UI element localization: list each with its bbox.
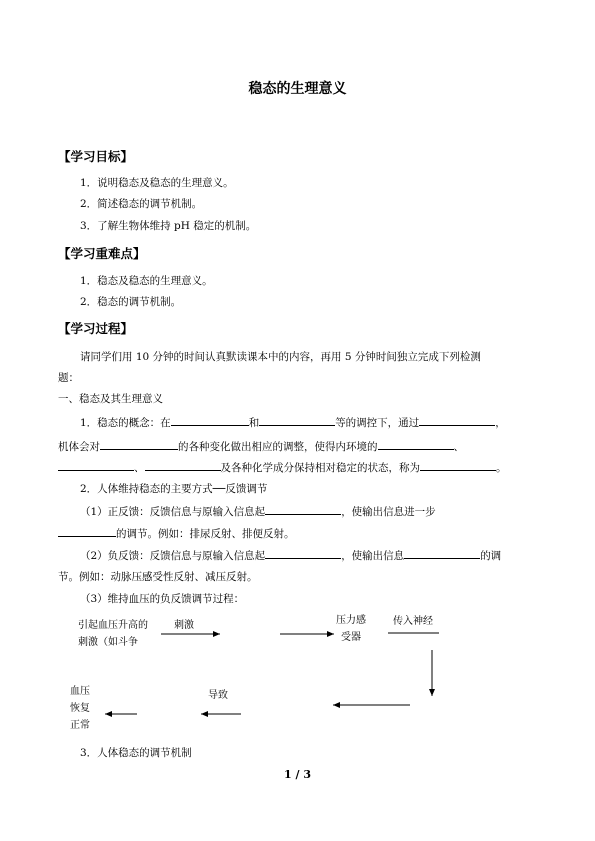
intro-line: 请同学们用 10 分钟的时间认真默读课本中的内容，再用 5 分钟时间独立完成下列检测 [80,351,481,363]
key-point-item: 1．稳态及稳态的生理意义。 [80,275,213,287]
page-title: 稳态的生理意义 [248,81,347,97]
leads-to-label: 导致 [208,690,228,701]
positive-feedback-line1: （1）正反馈：反馈信息与原输入信息起 ，使输出信息进一步 [80,503,436,519]
part1-title: 一、稳态及其生理意义 [58,393,163,405]
negative-feedback-line2: 节。例如：动脉压感受性反射、减压反射。 [58,571,258,583]
q1-line3: 、 及各种化学成分保持相对稳定的状态，称为 。 [58,459,507,475]
q2-title: 2．人体维持稳态的主要方式──反馈调节 [80,483,268,495]
afferent-nerve-label: 传入神经 [393,616,433,627]
result-text: 血压 恢复 正常 [70,686,90,731]
q3-title: 3．人体稳态的调节机制 [80,747,192,759]
key-points-heading: 【学习重难点】 [58,246,146,261]
key-point-item: 2．稳态的调节机制。 [80,296,182,308]
negative-feedback-line1: （2）负反馈：反馈信息与原输入信息起 ，使输出信息 的调 [80,547,501,563]
positive-feedback-line2: 的调节。例如：排尿反射、排便反射。 [58,525,295,541]
receptor-text: 压力感 受器 [336,615,366,643]
stimulus-text: 引起血压升高的 刺激（如斗争 [78,620,148,648]
goals-heading: 【学习目标】 [58,149,134,164]
goal-item: 1．说明稳态及稳态的生理意义。 [80,177,234,189]
stimulus-arrow-label: 刺激 [174,620,194,631]
bp-process-title: （3）维持血压的负反馈调节过程： [80,593,245,605]
page-number: 1 / 3 [284,768,311,781]
q1-line1: 1．稳态的概念：在 和 等的调控下，通过 ， [80,414,506,430]
intro-line: 题： [58,372,79,384]
goal-item: 2．简述稳态的调节机制。 [80,198,203,210]
q1-line2: 机体会对 的各种变化做出相应的调整，使得内环境的 、 [58,438,464,454]
process-heading: 【学习过程】 [58,321,134,336]
goal-item: 3．了解生物体维持 pH 稳定的机制。 [80,220,257,232]
